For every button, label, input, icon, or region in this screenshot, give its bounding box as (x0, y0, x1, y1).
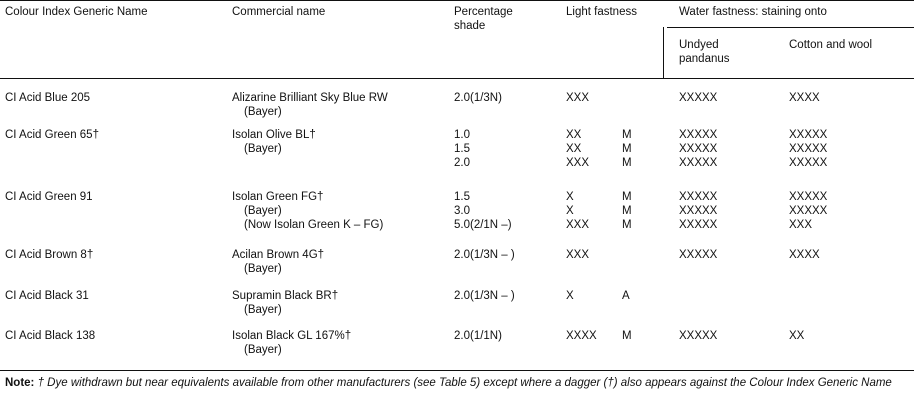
light-code-cell: A (622, 290, 630, 302)
generic-name-cell: CI Acid Brown 8† (5, 249, 94, 261)
pandanus-staining-cell: XXXXX (679, 157, 718, 169)
manufacturer-note-cell: (Now Isolan Green K – FG) (244, 219, 384, 231)
cotton-staining-cell: XXXX (789, 92, 820, 104)
header-undyed-pandanus: Undyed pandanus (679, 39, 730, 65)
pandanus-staining-cell: XXXXX (679, 92, 718, 104)
water-fastness-rule (667, 27, 914, 28)
pandanus-staining-cell: XXXXX (679, 330, 718, 342)
generic-name-cell: CI Acid Green 65† (5, 129, 99, 141)
light-code-cell: M (622, 129, 632, 141)
light-code-cell: M (622, 330, 632, 342)
commercial-name-cell: Alizarine Brilliant Sky Blue RW (232, 92, 388, 104)
manufacturer-cell: (Bayer) (244, 304, 282, 316)
light-fastness-cell: X (566, 191, 574, 203)
pandanus-staining-cell: XXXXX (679, 129, 718, 141)
cotton-staining-cell: XXXXX (789, 129, 828, 141)
generic-name-cell: CI Acid Black 138 (5, 330, 96, 342)
shade-cell: 2.0(1/3N – ) (454, 290, 515, 302)
generic-name-cell: CI Acid Blue 205 (5, 92, 91, 104)
generic-name-cell: CI Acid Black 31 (5, 290, 89, 302)
cotton-staining-cell: XXXXX (789, 143, 828, 155)
top-rule (0, 0, 914, 1)
note-label: Note: (5, 377, 35, 389)
cotton-staining-cell: XXX (789, 219, 813, 231)
header-water-fastness: Water fastness: staining onto (679, 6, 827, 18)
light-fastness-cell: X (566, 290, 574, 302)
shade-cell: 5.0(2/1N –) (454, 219, 512, 231)
manufacturer-cell: (Bayer) (244, 106, 282, 118)
light-code-cell: M (622, 205, 632, 217)
table-note (5, 376, 910, 391)
shade-cell: 1.5 (454, 191, 470, 203)
light-fastness-cell: XXX (566, 92, 590, 104)
manufacturer-cell: (Bayer) (244, 205, 282, 217)
light-code-cell: M (622, 219, 632, 231)
commercial-name-cell: Isolan Olive BL† (232, 129, 316, 141)
shade-cell: 2.0(1/1N) (454, 330, 502, 342)
header-light-fastness: Light fastness (566, 6, 637, 18)
manufacturer-cell: (Bayer) (244, 143, 282, 155)
commercial-name-cell: Acilan Brown 4G† (232, 249, 325, 261)
generic-name-cell: CI Acid Green 91 (5, 191, 93, 203)
commercial-name-cell: Isolan Green FG† (232, 191, 324, 203)
cotton-staining-cell: XXXX (789, 249, 820, 261)
light-fastness-cell: XXX (566, 249, 590, 261)
light-fastness-cell: XXXX (566, 330, 597, 342)
manufacturer-cell: (Bayer) (244, 344, 282, 356)
table-bottom-rule (0, 370, 914, 371)
commercial-name-cell: Isolan Black GL 167%† (232, 330, 352, 342)
shade-cell: 1.5 (454, 143, 470, 155)
light-code-cell: M (622, 157, 632, 169)
pandanus-staining-cell: XXXXX (679, 191, 718, 203)
light-fastness-cell: XX (566, 129, 582, 141)
shade-cell: 3.0 (454, 205, 470, 217)
header-cotton-wool: Cotton and wool (789, 39, 873, 51)
shade-cell: 1.0 (454, 129, 470, 141)
pandanus-staining-cell: XXXXX (679, 219, 718, 231)
light-fastness-cell: XX (566, 143, 582, 155)
light-fastness-cell: XXX (566, 219, 590, 231)
header-bottom-rule (0, 78, 914, 79)
light-code-cell: M (622, 191, 632, 203)
pandanus-staining-cell: XXXXX (679, 205, 718, 217)
manufacturer-cell: (Bayer) (244, 263, 282, 275)
cotton-staining-cell: XXXXX (789, 205, 828, 217)
header-percentage-shade: Percentage shade (454, 6, 513, 32)
cotton-staining-cell: XX (789, 330, 805, 342)
cotton-staining-cell: XXXXX (789, 157, 828, 169)
cotton-staining-cell: XXXXX (789, 191, 828, 203)
shade-cell: 2.0(1/3N) (454, 92, 502, 104)
light-code-cell: M (622, 143, 632, 155)
header-commercial-name: Commercial name (232, 6, 326, 18)
note-text: † Dye withdrawn but near equivalents available from other manufacturers (see Table 5) except where a dagger (†) also appears against the Colour Index Generic Name (37, 377, 892, 389)
pandanus-staining-cell: XXXXX (679, 143, 718, 155)
light-fastness-cell: XXX (566, 157, 590, 169)
shade-cell: 2.0 (454, 157, 470, 169)
commercial-name-cell: Supramin Black BR† (232, 290, 339, 302)
header-generic-name: Colour Index Generic Name (5, 6, 148, 18)
shade-cell: 2.0(1/3N – ) (454, 249, 515, 261)
light-fastness-cell: X (566, 205, 574, 217)
pandanus-staining-cell: XXXXX (679, 249, 718, 261)
column-divider (663, 27, 664, 78)
